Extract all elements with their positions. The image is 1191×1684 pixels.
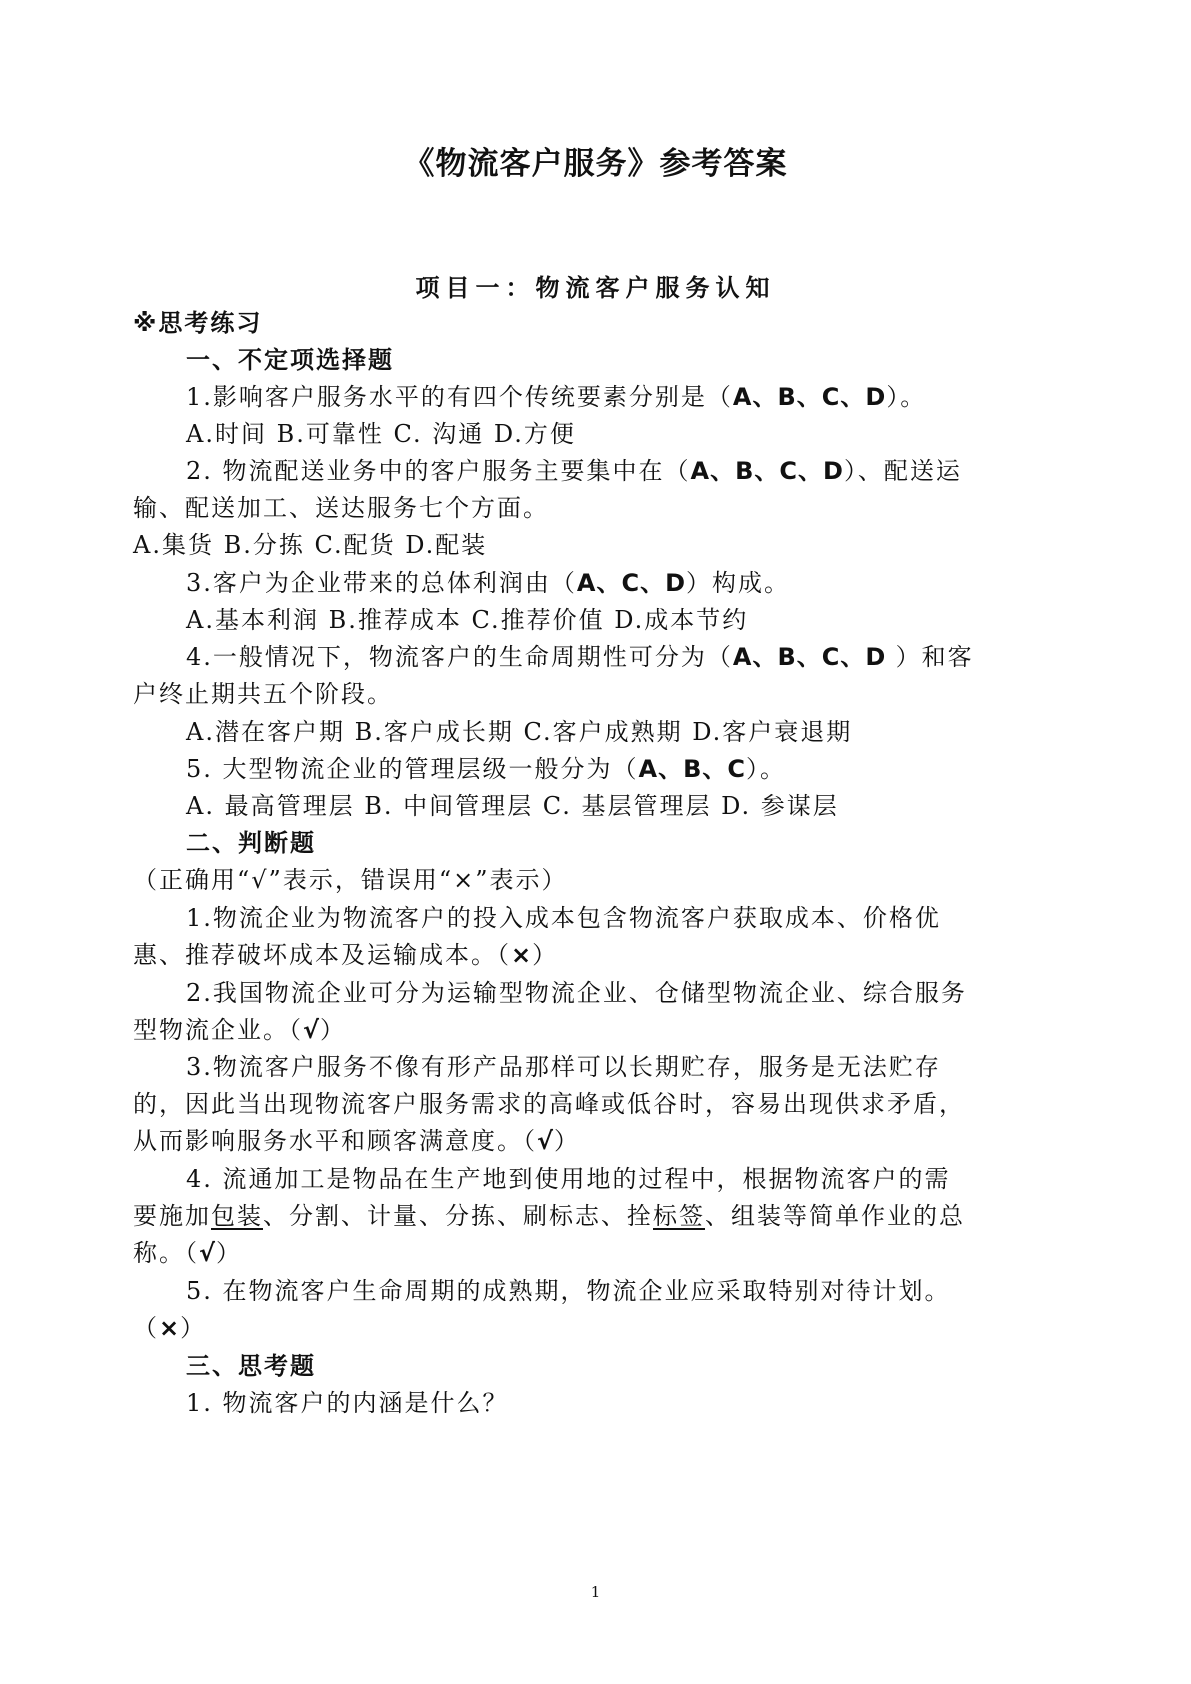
project-title: 项目一：物流客户服务认知 [415,274,776,302]
judgement-2-continued [133,1013,346,1047]
question-4 [186,640,974,674]
judgement-note: （正确用“√”表示，错误用“×”表示） [133,866,568,894]
question-text: 5. 大型物流企业的管理层级一般分为（ [186,755,639,783]
answer: √ [537,1127,555,1155]
question-3-options: A.基本利润 B.推荐成本 C.推荐价值 D.成本节约 [186,606,749,634]
question-4-continued: 户终止期共五个阶段。 [133,680,393,708]
underlined-term: 标签 [653,1202,705,1230]
judgement-text: ） [216,1239,243,1267]
answer: × [511,941,533,969]
judgement-3-continued: 的，因此当出现物流客户服务需求的高峰或低谷时，容易出现供求矛盾， [133,1090,965,1118]
question-text: ）和客 [895,643,974,671]
judgement-text: 称。（ [133,1239,199,1267]
question-text: ）、配送运 [843,457,962,485]
question-text: 1.影响客户服务水平的有四个传统要素分别是（ [186,383,733,411]
judgement-text: ） [532,941,559,969]
question-5-options: A. 最高管理层 B. 中间管理层 C. 基层管理层 D. 参谋层 [186,792,839,820]
judgement-text: ） [180,1314,207,1342]
answer: A、B、C、D [732,643,896,671]
judgement-text: 要施加 [133,1202,211,1230]
judgement-text: 型物流企业。（ [133,1016,303,1044]
judgement-text: （ [133,1314,159,1342]
judgement-text: 惠、推荐破坏成本及运输成本。（ [133,941,511,969]
question-text: 4.一般情况下，物流客户的生命周期性可分为（ [186,643,733,671]
question-text: ）。 [746,755,787,783]
question-2-options: A.集货 B.分拣 C.配货 D.配装 [133,531,488,559]
judgement-4-end [133,1236,242,1270]
judgement-3-end [133,1124,580,1158]
part2-heading: 二、判断题 [186,829,316,857]
judgement-5: 5. 在物流客户生命周期的成熟期，物流企业应采取特别对待计划。 [186,1277,951,1305]
question-text: 2. 物流配送业务中的客户服务主要集中在（ [186,457,691,485]
question-2 [186,454,962,488]
answer: A、C、D [576,569,687,597]
judgement-text: ） [320,1016,347,1044]
question-4-options: A.潜在客户期 B.客户成长期 C.客户成熟期 D.客户衰退期 [186,718,853,746]
underlined-term: 包装 [211,1202,263,1230]
judgement-3: 3.物流客户服务不像有形产品那样可以长期贮存，服务是无法贮存 [186,1053,941,1081]
answer: √ [303,1016,321,1044]
question-text: ）构成。 [686,569,791,597]
judgement-1: 1.物流企业为物流客户的投入成本包含物流客户获取成本、价格优 [186,904,941,932]
question-1 [186,380,926,414]
question-1-options: A.时间 B.可靠性 C. 沟通 D.方便 [186,420,576,448]
question-text: ）。 [886,383,927,411]
answer: A、B、C、D [732,383,887,411]
answer: × [159,1314,181,1342]
judgement-1-continued [133,938,558,972]
judgement-2: 2.我国物流企业可分为运输型物流企业、仓储型物流企业、综合服务 [186,979,967,1007]
thinking-question-1: 1. 物流客户的内涵是什么？ [186,1389,509,1417]
question-2-continued: 输、配送加工、送达服务七个方面。 [133,494,549,522]
judgement-text: 从而影响服务水平和顾客满意度。（ [133,1127,537,1155]
answer: A、B、C、D [690,457,844,485]
answer: A、B、C [638,755,747,783]
judgement-4: 4. 流通加工是物品在生产地到使用地的过程中，根据物流客户的需 [186,1165,951,1193]
judgement-5-continued [133,1311,206,1345]
judgement-text: ） [554,1127,581,1155]
part3-heading: 三、思考题 [186,1352,316,1380]
judgement-text: 、组装等简单作业的总 [705,1202,965,1230]
judgement-4-continued [133,1199,965,1233]
question-text: 3.客户为企业带来的总体利润由（ [186,569,577,597]
page-number: 1 [590,1583,601,1601]
answer: √ [199,1239,217,1267]
question-5 [186,752,786,786]
part1-heading: 一、不定项选择题 [186,346,394,374]
document-title: 《物流客户服务》参考答案 [403,146,788,182]
section-exercise-heading: ※思考练习 [133,309,263,337]
question-3 [186,566,790,600]
judgement-text: 、分割、计量、分拣、刷标志、拴 [263,1202,653,1230]
